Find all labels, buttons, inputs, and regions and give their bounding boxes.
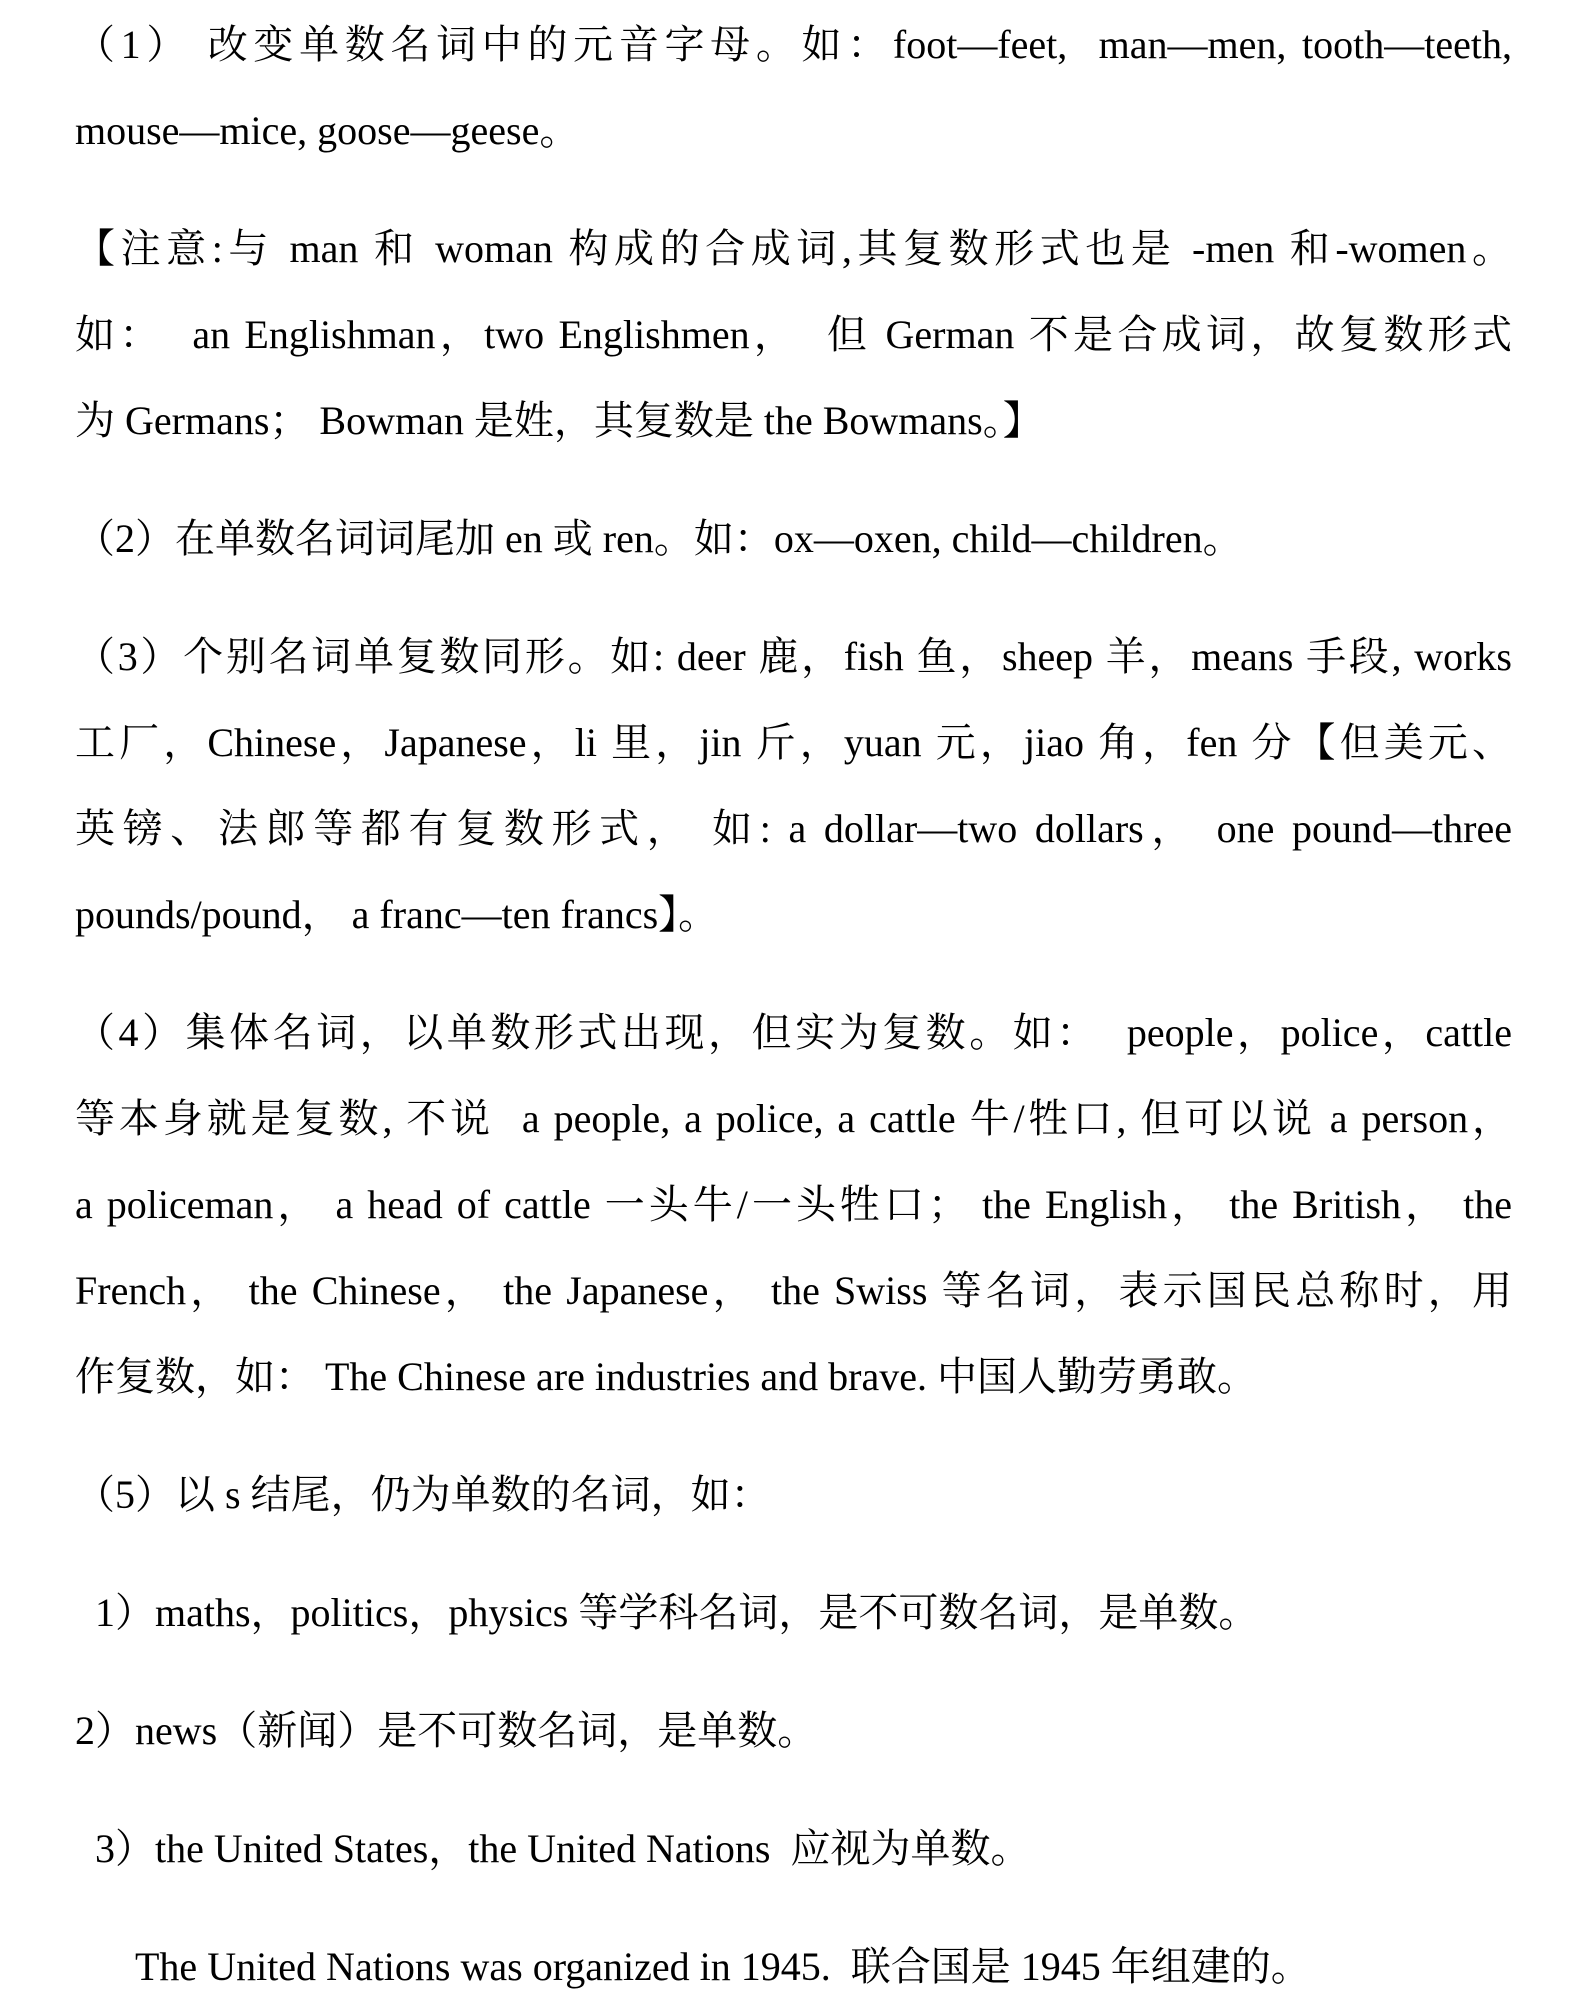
text-line: （4）集体名词，以单数形式出现，但实为复数。如： people，police，cattle bbox=[75, 1010, 1512, 1055]
paragraph-rule-5-item-3 bbox=[75, 1806, 1512, 1892]
paragraph-rule-4 bbox=[75, 990, 1512, 1420]
text-line: French， the Chinese， the Japanese， the Swiss 等名词，表示国民总称时，用 bbox=[75, 1268, 1512, 1313]
paragraph-rule-3 bbox=[75, 614, 1512, 958]
text-line: 2）news（新闻）是不可数名词，是单数。 bbox=[75, 1708, 818, 1753]
text-line: 等本身就是复数, 不说 a people, a police, a cattle 牛/牲口, 但可以说 a person， bbox=[75, 1096, 1512, 1141]
text-line: （5）以 s 结尾，仍为单数的名词，如： bbox=[75, 1472, 771, 1517]
text-line: （3）个别名词单复数同形。如: deer 鹿，fish 鱼，sheep 羊，means 手段, works bbox=[75, 634, 1512, 679]
paragraph-rule-5-item-2 bbox=[75, 1688, 1512, 1774]
text-line: 英镑、法郎等都有复数形式， 如: a dollar—two dollars， one pound—three bbox=[75, 806, 1512, 851]
paragraph-rule-5-item-1 bbox=[75, 1570, 1512, 1656]
text-line: mouse—mice, goose—geese。 bbox=[75, 108, 580, 153]
paragraph-rule-2 bbox=[75, 496, 1512, 582]
text-line: a policeman， a head of cattle 一头牛/一头牲口； the English， the British， the bbox=[75, 1182, 1512, 1227]
paragraph-note bbox=[75, 206, 1512, 464]
text-line: 3）the United States，the United Nations 应视为单数。 bbox=[75, 1826, 1031, 1871]
text-line: 【注意:与 man 和 woman 构成的合成词,其复数形式也是 -men 和-women。 bbox=[75, 226, 1512, 271]
paragraph-example-sentence bbox=[75, 1924, 1512, 2010]
text-line: 作复数，如： The Chinese are industries and brave. 中国人勤劳勇敢。 bbox=[75, 1354, 1258, 1399]
text-line: （1） 改变单数名词中的元音字母。如：foot—feet, man—men, tooth—teeth, bbox=[75, 22, 1512, 67]
text-line: 1）maths，politics，physics 等学科名词，是不可数名词，是单数。 bbox=[75, 1590, 1259, 1635]
text-line: pounds/pound， a franc—ten francs】。 bbox=[75, 892, 719, 937]
text-line: 为 Germans； Bowman 是姓，其复数是 the Bowmans。】 bbox=[75, 398, 1043, 443]
paragraph-rule-1 bbox=[75, 2, 1512, 174]
text-line: 如： an Englishman，two Englishmen， 但 German 不是合成词，故复数形式 bbox=[75, 312, 1512, 357]
text-line: （2）在单数名词词尾加 en 或 ren。如：ox—oxen, child—children。 bbox=[75, 516, 1243, 561]
text-line: The United Nations was organized in 1945. 联合国是 1945 年组建的。 bbox=[75, 1944, 1311, 1989]
text-line: 工厂，Chinese，Japanese，li 里，jin 斤，yuan 元，jiao 角，fen 分【但美元、 bbox=[75, 720, 1512, 765]
paragraph-rule-5 bbox=[75, 1452, 1512, 1538]
